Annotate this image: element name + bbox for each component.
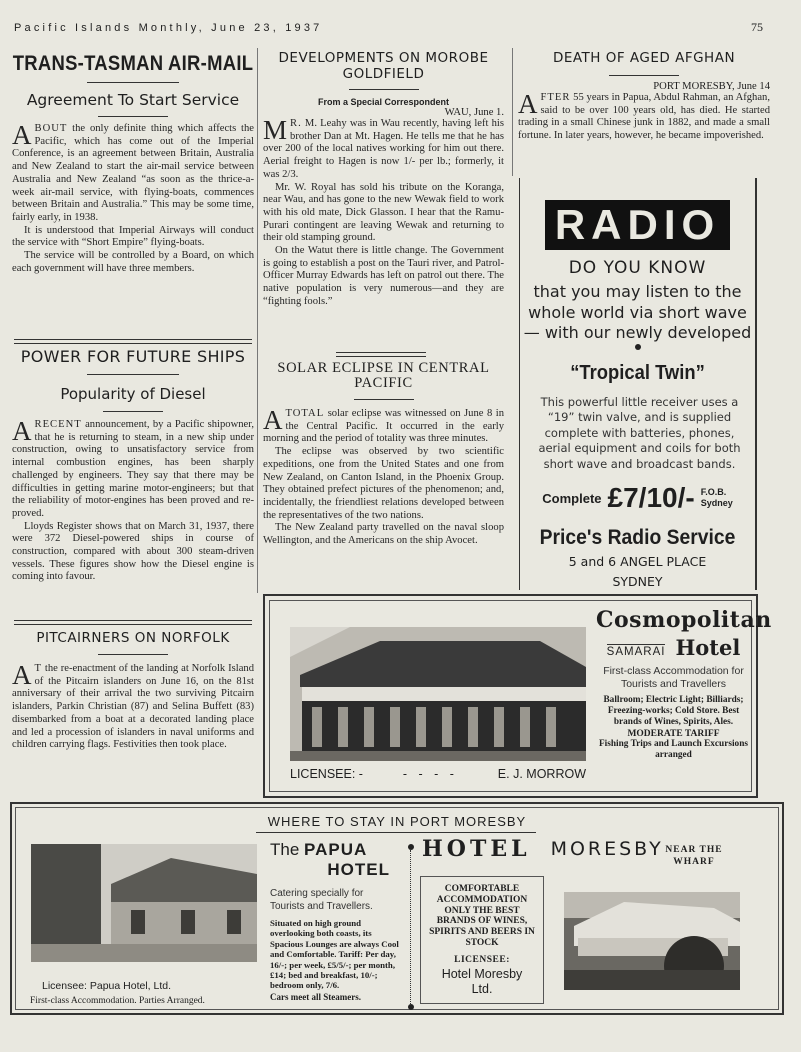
morobe-body bbox=[263, 115, 504, 309]
bullet-dot-icon bbox=[408, 844, 414, 850]
byline: From a Special Correspondent bbox=[317, 97, 450, 107]
hotel-name: Cosmopolitan bbox=[596, 607, 772, 633]
power-body bbox=[12, 416, 254, 584]
lead-word: RECENT bbox=[34, 419, 82, 430]
hotel-word: Hotel bbox=[675, 635, 741, 660]
hotel-tariff: MODERATE TARIFF bbox=[627, 729, 720, 739]
papua-hotel-text bbox=[270, 840, 400, 1002]
papua-hotel-word: HOTEL bbox=[327, 860, 390, 879]
papua-cars: Cars meet all Steamers. bbox=[270, 991, 361, 1002]
moresby-info: COMFORTABLE ACCOMMODATION ONLY THE BEST BRANDS OF WINES, SPIRITS AND BEERS IN STOCK bbox=[429, 884, 535, 948]
dateline: WAU, June 1. bbox=[444, 107, 504, 118]
price-row bbox=[520, 482, 755, 514]
paragraph: announcement, by a Pacific shipowner, that he is returning to steam, in a new ship under construction, owing to unsatisfactory service from internal combustion engines, has been sharply challenged by engineers. They say that there may be difficulties in getting marine motor-engineers; but that the reliability of motor-engines has been proved and re-proved. bbox=[12, 419, 254, 519]
pitcairn-headline: PITCAIRNERS ON NORFOLK bbox=[36, 630, 230, 646]
airmail-subheadline: Agreement To Start Service bbox=[26, 91, 240, 109]
paragraph: On the Watut there is little change. The Government is going to establish a post on the Tauri river, and Patrol-Officer Murray Edwards has left on patrol out there. The native population is very numerous—and they are “fighting fools.” bbox=[263, 245, 504, 307]
morobe-article bbox=[263, 50, 504, 309]
power-article bbox=[12, 347, 254, 584]
paragraph: the re-enactment of the landing at Norfolk Island of the Pitcairn islanders on June 16, on the 81st anniversary of their arrival the two surviving Pitcairn islanders, Parkin Christian (87) and Selina Buffett (83) disembarked from a boat at a decorated landing place and led a procession of islanders in naval uniforms and children carrying flags. Festivities then took place. bbox=[12, 663, 254, 751]
divider bbox=[609, 75, 679, 76]
paragraph: The service will be controlled by a Board, on which each government will have three members. bbox=[12, 250, 254, 274]
papua-hotel-photo bbox=[31, 844, 257, 962]
paragraph: the only definite thing which affects the Pacific, which has come out of the Imperial Conference, is an agreement between Britain, Australia and New Zealand to start the air-mail service between Australia and New Zealand “as soon as the thrice-a-week air-mail service, with flying-boats, commences between Britain and Australia.” This may be some time, fairly early, in 1938. bbox=[12, 123, 254, 223]
divider bbox=[256, 832, 536, 833]
paragraph: The eclipse was observed by two scientific expeditions, one from the United States and one from New Zealand, on Canton Island, in the Phoenix Group. They obtained prefect pictures of the phenomenon; and, incidentally, the friendliest relations developed between the representatives of the two nations. bbox=[263, 446, 504, 521]
paragraph: The New Zealand party travelled on the naval sloop Wellington, and the Americans on the ship Avocet. bbox=[263, 522, 504, 547]
paragraph: solar eclipse was witnessed on June 8 in the Central Pacific. It occurred in the early morning and the period of totality was three minutes. bbox=[263, 408, 504, 445]
divider bbox=[354, 399, 414, 400]
column-rule bbox=[257, 48, 258, 593]
hotel-building-illustration bbox=[290, 627, 586, 761]
drop-cap: A bbox=[263, 405, 283, 435]
divider bbox=[349, 89, 419, 90]
afghan-body bbox=[518, 89, 770, 143]
hotel-place-line bbox=[596, 635, 751, 660]
afghan-article bbox=[518, 50, 770, 143]
eclipse-article bbox=[263, 361, 504, 548]
moresby-hotel-illustration bbox=[564, 892, 740, 990]
paragraph: 55 years in Papua, Abdul Rahman, an Afghan, said to be over 100 years old, has died. He started trading in a small Chinese junk in 1882, and made a small fortune. In later years, however, he became impoverished. bbox=[518, 92, 770, 142]
company-name: Price's Radio Service bbox=[539, 526, 736, 549]
cosmopolitan-hotel-ad bbox=[263, 594, 772, 798]
drop-cap: A bbox=[12, 660, 32, 690]
afghan-headline: DEATH OF AGED AFGHAN bbox=[552, 50, 736, 66]
airmail-article bbox=[12, 52, 254, 275]
bullet-dot-icon bbox=[408, 1004, 414, 1010]
section-divider bbox=[336, 352, 426, 357]
licensee-line bbox=[290, 767, 586, 781]
radio-lead-text: that you may listen to the whole world via short wave — with our newly developed bbox=[523, 282, 752, 342]
where-to-stay-ad bbox=[10, 802, 784, 1015]
hotel-ad-text bbox=[596, 607, 772, 761]
divider bbox=[87, 82, 179, 83]
fob-city: Sydney bbox=[700, 498, 733, 508]
fob-label: F.O.B. bbox=[700, 487, 727, 497]
pitcairn-body bbox=[12, 660, 254, 752]
moresby-licensee-name: Hotel Moresby Ltd. bbox=[441, 966, 523, 996]
lead-word: FTER bbox=[540, 92, 571, 103]
divider bbox=[103, 411, 163, 412]
papua-footer: First-class Accommodation. Parties Arranged. bbox=[30, 996, 205, 1006]
stay-headline: WHERE TO STAY IN PORT MORESBY bbox=[267, 814, 527, 829]
licensee-label: LICENSEE: - bbox=[290, 767, 363, 781]
morobe-headline: DEVELOPMENTS ON MOROBE GOLDFIELD bbox=[278, 50, 489, 82]
eclipse-headline: SOLAR ECLIPSE IN CENTRAL PACIFIC bbox=[277, 360, 490, 391]
moresby-title bbox=[422, 836, 664, 862]
divider bbox=[98, 116, 168, 117]
hotel-tagline: First-class Accommodation for Tourists and Travellers bbox=[603, 665, 744, 690]
column-rule bbox=[512, 48, 513, 176]
paragraph: Lloyds Register shows that on March 31, 1937, there were 372 Diesel-powered ships in course of construction, compared with about 300 steam-driven vessels. These figures show how the Diesel engine is coming into favour. bbox=[12, 520, 254, 583]
hotel-place: SAMARAI bbox=[606, 646, 666, 658]
product-name: “Tropical Twin” bbox=[570, 361, 705, 384]
airmail-body bbox=[12, 120, 254, 275]
airmail-headline: TRANS-TASMAN AIR-MAIL bbox=[12, 52, 254, 75]
product-description: This powerful little receiver uses a “19” twin valve, and is supplied complete with batteries, phones, aerial equipment and coils for both short wave and broadcast bands. bbox=[538, 394, 741, 471]
papua-licensee: Licensee: Papua Hotel, Ltd. bbox=[42, 980, 172, 992]
papua-the bbox=[270, 840, 400, 860]
radio-logo: RADIO bbox=[545, 200, 730, 250]
power-subheadline: Popularity of Diesel bbox=[60, 385, 206, 403]
complete-label: Complete bbox=[542, 490, 602, 506]
price: £7/10/- bbox=[607, 482, 695, 513]
page-number: 75 bbox=[751, 20, 763, 34]
divider bbox=[98, 654, 168, 655]
moresby-licensee-label: LICENSEE: bbox=[454, 954, 510, 965]
power-headline: POWER FOR FUTURE SHIPS bbox=[20, 347, 246, 366]
lead-word: T bbox=[34, 663, 42, 674]
paragraph: Mr. W. Royal has sold his tribute on the Koranga, near Wau, and has gone to the new Wewak field to work with his old mate, Dick Glasson. I hear that the Ramu-Purari contingent are leaving Wewak and returning to their old stamping ground. bbox=[263, 181, 504, 244]
lead-word: BOUT bbox=[34, 123, 68, 134]
company-city: SYDNEY bbox=[612, 574, 663, 589]
fob-note bbox=[701, 487, 733, 509]
ad-inner-border bbox=[269, 600, 772, 792]
hotel-photo bbox=[290, 627, 586, 761]
papua-the-word: The bbox=[270, 840, 300, 859]
drop-cap: A bbox=[12, 416, 32, 446]
drop-cap: M bbox=[263, 115, 288, 145]
papua-name: PAPUA bbox=[304, 840, 368, 859]
dateline: PORT MORESBY, June 14 bbox=[653, 81, 770, 92]
moresby-hotel-word: HOTEL bbox=[422, 836, 531, 862]
papua-tagline: Catering specially for Tourists and Travellers. bbox=[270, 888, 373, 912]
ad-inner-border bbox=[15, 807, 779, 1010]
moresby-name: MORESBY bbox=[550, 838, 664, 860]
moresby-info-box bbox=[420, 876, 544, 1004]
paragraph: M. Leahy was in Wau recently, having left his brother Dan at Mt. Hagen. He tells me that he has over 200 of the local natives working for him out there. Aerial freight to Hagen is now 1/- per lb.; formerly, it was 2/3. bbox=[263, 118, 504, 180]
pitcairn-article bbox=[12, 630, 254, 752]
hotel-amenities: Ballroom; Electric Light; Billiards; Freezing-works; Cold Store. Best brands of Wines, Spirits, Ales. bbox=[603, 695, 744, 727]
dotted-rule bbox=[410, 850, 411, 1004]
paragraph: It is understood that Imperial Airways will conduct the service with “Short Empire” flying-boats. bbox=[12, 224, 254, 249]
licensee-name: E. J. MORROW bbox=[497, 767, 586, 781]
bullet-dot-icon bbox=[635, 344, 641, 350]
radio-headline: DO YOU KNOW bbox=[568, 258, 707, 278]
licensee-dashes: - - - - bbox=[402, 767, 458, 781]
radio-advertisement bbox=[519, 178, 757, 590]
masthead: Pacific Islands Monthly, June 23, 1937 bbox=[14, 22, 323, 34]
eclipse-body bbox=[263, 405, 504, 548]
divider bbox=[87, 374, 179, 375]
lead-word: TOTAL bbox=[285, 408, 325, 419]
drop-cap: A bbox=[12, 120, 32, 150]
drop-cap: A bbox=[518, 89, 538, 119]
section-divider bbox=[14, 339, 252, 344]
lead-word: R. bbox=[290, 118, 302, 129]
moresby-hotel-photo bbox=[564, 892, 740, 990]
separator bbox=[408, 844, 414, 1012]
section-divider bbox=[14, 620, 252, 625]
company-address: 5 and 6 ANGEL PLACE bbox=[568, 554, 707, 569]
papua-hotel-illustration bbox=[31, 844, 257, 962]
papua-details: Situated on high ground overlooking both coasts, its Spacious Lounges are always Cool and Comfortable. Tariff: Per day, 16/-; per week, £5/5/-; per month, £14; bed and breakfast, 10/-; bedroom only, 7/6. bbox=[270, 918, 399, 991]
hotel-extras: Fishing Trips and Launch Excursions arranged bbox=[599, 739, 748, 760]
moresby-near-wharf: NEAR THE WHARF bbox=[665, 845, 723, 867]
